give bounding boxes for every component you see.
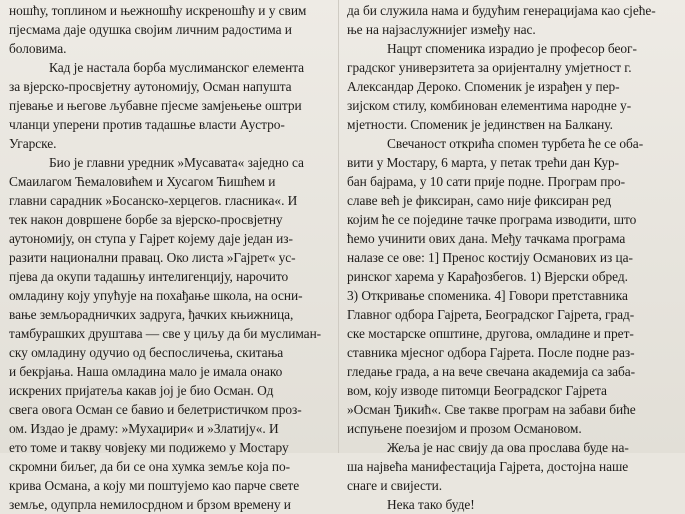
text-line: ње на најзаслужнијег између нас. <box>347 22 536 37</box>
text-line: ставника мјесног одбора Гајрета. После подне раз- <box>347 345 635 360</box>
text-line: пјева да окупи тадашњу интелигенцију, нарочито <box>9 269 289 284</box>
text-line: омладину коју упућује на похађање школа, на осни- <box>9 288 303 303</box>
text-line: ску омладину одучио од беспосличења, скитања <box>9 345 284 360</box>
text-line: свега овога Осман се бавио и белетристичком проз- <box>9 402 302 417</box>
text-line: вање земљорадничких задруга, ђачких књижница, <box>9 307 294 322</box>
text-line: Кад је настала борба муслиманског елемента <box>49 60 305 75</box>
text-line: ске мостарске општине, другова, омладине и прет- <box>347 326 634 341</box>
text-line: ћемо учинити ових дана. Међу тачкама програма <box>347 231 626 246</box>
text-line: Нека тако буде! <box>387 497 475 512</box>
text-line: за вјерско-просвјетну аутономију, Осман напушта <box>9 79 292 94</box>
text-line: Био је главни уредник »Мусавата« заједно са <box>49 155 304 170</box>
text-line: скромни биљег, да би се она хумка земље која по- <box>9 459 291 474</box>
left-text-column <box>9 1 331 514</box>
text-line: снаге и свијести. <box>347 478 443 493</box>
column-gutter <box>338 0 339 453</box>
text-line: пјевање и његове љубавне пјесме замјењење оштри <box>9 98 302 113</box>
right-text-column <box>347 1 676 514</box>
text-line: 3) Откривање споменика. 4] Говори претставника <box>347 288 628 303</box>
text-line: Жеља је нас свију да ова прослава буде на- <box>387 440 629 455</box>
text-line: вом, коју изводе питомци Београдског Гајрета <box>347 383 607 398</box>
text-line: боловима. <box>9 41 67 56</box>
text-line: славе већ је фиксиран, само није фиксиран ред <box>347 193 612 208</box>
text-line: бан бајрама, у 10 сати прије подне. Програм про- <box>347 174 626 189</box>
text-line: ша највећа манифестација Гајрета, достојна наше <box>347 459 629 474</box>
text-line: зијском стилу, комбинован елементима народне у- <box>347 98 632 113</box>
text-line: »Осман Ђикић«. Све такве програм на забави биће <box>347 402 636 417</box>
text-line: аутономију, он ступа у Гајрет којему даје један из- <box>9 231 293 246</box>
text-line: чланци уперени против тадашње власти Аустро- <box>9 117 285 132</box>
text-line: ом. Издао је драму: »Мухаџири« и »Златију«. И <box>9 421 279 436</box>
text-line: ринског харема у Карађозбегов. 1) Вјерски обред. <box>347 269 628 284</box>
text-line: градског универзитета за оријенталну умјетност г. <box>347 60 632 75</box>
text-line: ето томе и такву човјеку ми подижемо у Мостару <box>9 440 289 455</box>
text-line: вити у Мостару, 6 марта, у петак трећи дан Кур- <box>347 155 620 170</box>
text-line: искрених пријатеља какав јој је био Осман. Од <box>9 383 274 398</box>
text-line: Главног одбора Гајрета, Београдског Гајрета, град- <box>347 307 635 322</box>
text-line: разити национални правац. Око листа »Гајрет« ус- <box>9 250 296 265</box>
text-line: гледање града, а на вече свечана академија са заба- <box>347 364 636 379</box>
text-line: главни сарадник »Босанско-херцегов. гласника«. И <box>9 193 298 208</box>
text-line: да би служила нама и будућим генерацијама као сјеће- <box>347 3 656 18</box>
text-line: тамбурашких друштава — све у циљу да би муслиман- <box>9 326 322 341</box>
text-line: тек након довршене борбе за вјерско-просвјетну <box>9 212 283 227</box>
text-line: пјесмама даје одушка својим личним радостима и <box>9 22 292 37</box>
text-line: и бекрјања. Наша омладина мало је имала онако <box>9 364 283 379</box>
text-line: Александар Дероко. Споменик је израђен у пер- <box>347 79 620 94</box>
text-line: налазе се ове: 1] Пренос костију Османових из ца- <box>347 250 633 265</box>
text-line: крива Османа, а коју ми поштујемо као парче свете <box>9 478 300 493</box>
text-line: Нацрт споменика израдио је професор беог- <box>387 41 637 56</box>
text-line: којим ће се поједине тачке програма изводити, што <box>347 212 637 227</box>
text-line: испуњене поезијом и прозом Османовом. <box>347 421 582 436</box>
text-line: Угарске. <box>9 136 57 151</box>
text-line: Смаилагом Ћемаловићем и Хусагом Ћишћем и <box>9 174 276 189</box>
text-line: мјетности. Споменик је јединствен на Балкану. <box>347 117 613 132</box>
text-line: земље, одупрла немилосрдном и брзом времену и <box>9 497 291 512</box>
text-line: Свечаност открића спомен турбета ће се оба- <box>387 136 644 151</box>
text-line: ношћу, топлином и њежношћу искреношћу и у свим <box>9 3 307 18</box>
